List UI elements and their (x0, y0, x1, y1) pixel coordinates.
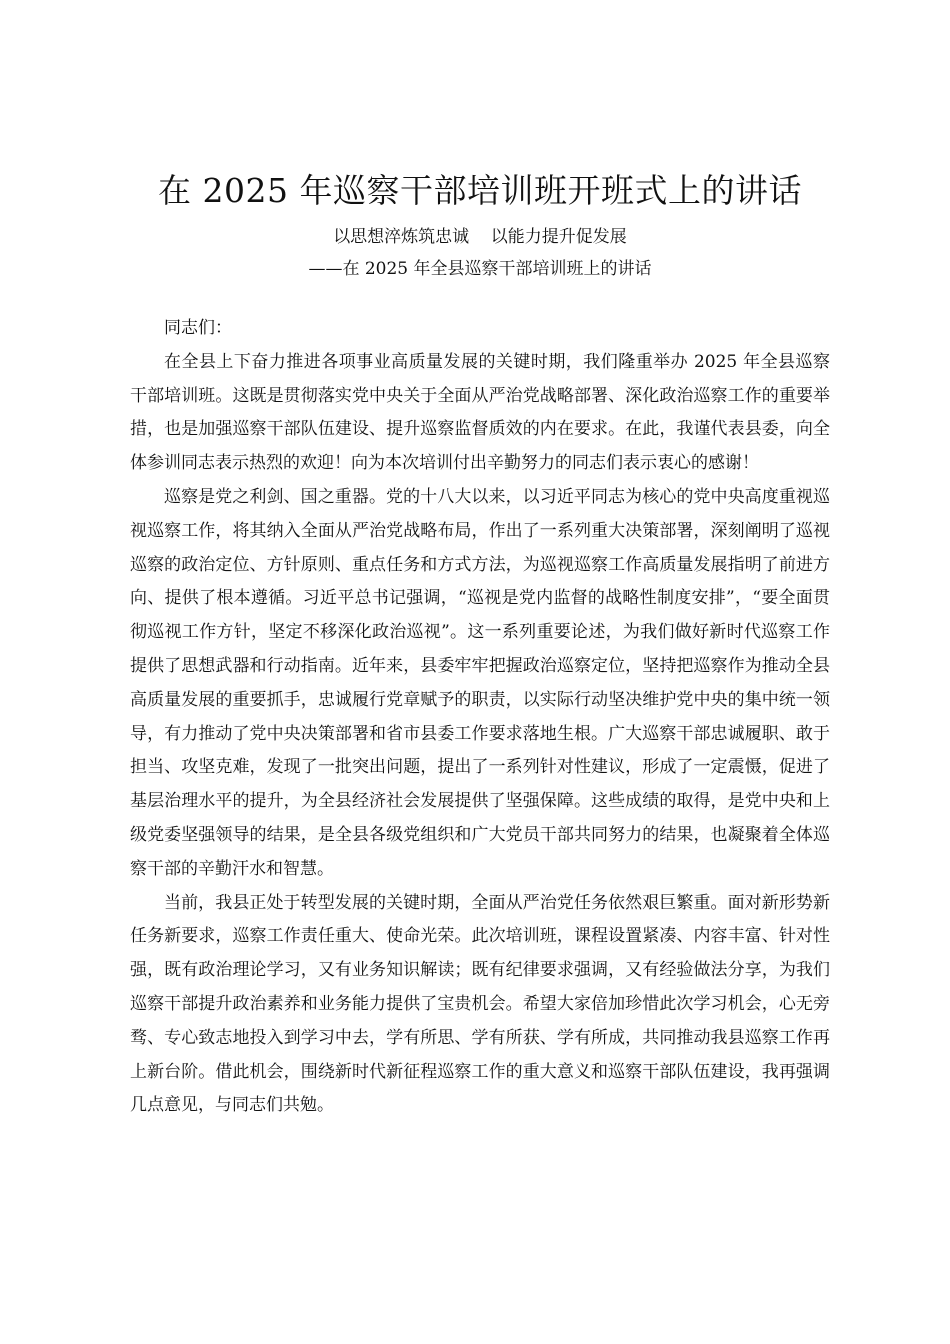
paragraph-2: 巡察是党之利剑、国之重器。党的十八大以来，以习近平同志为核心的党中央高度重视巡视巡察工作，将其纳入全面从严治党战略布局，作出了一系列重大决策部署，深刻阐明了巡视巡察的政治定位、方针原则、重点任务和方式方法，为巡视巡察工作高质量发展指明了前进方向、提供了根本遵循。习近平总书记强调，“巡视是党内监督的战略性制度安排”，“要全面贯彻巡视工作方针，坚定不移深化政治巡视”。这一系列重要论述，为我们做好新时代巡察工作提供了思想武器和行动指南。近年来，县委牢牢把握政治巡察定位，坚持把巡察作为推动全县高质量发展的重要抓手，忠诚履行党章赋予的职责，以实际行动坚决维护党中央的集中统一领导，有力推动了党中央决策部署和省市县委工作要求落地生根。广大巡察干部忠诚履职、敢于担当、攻坚克难，发现了一批突出问题，提出了一系列针对性建议，形成了一定震慑，促进了基层治理水平的提升，为全县经济社会发展提供了坚强保障。这些成绩的取得，是党中央和上级党委坚强领导的结果，是全县各级党组织和广大党员干部共同努力的结果，也凝聚着全体巡察干部的辛勤汗水和智慧。 (130, 486, 830, 879)
paragraph-1: 在全县上下奋力推进各项事业高质量发展的关键时期，我们隆重举办 2025 年全县巡察干部培训班。这既是贯彻落实党中央关于全面从严治党战略部署、深化政治巡察工作的重要举措，也是加强巡察干部队伍建设、提升巡察监督质效的内在要求。在此，我谨代表县委，向全体参训同志表示热烈的欢迎！向为本次培训付出辛勤努力的同志们表示衷心的感谢！ (130, 351, 830, 474)
document-subtitle: 以思想淬炼筑忠诚 以能力提升促发展 (333, 227, 627, 247)
document-subtitle-occasion: ——在 2025 年全县巡察干部培训班上的讲话 (308, 259, 652, 279)
salutation: 同志们： (164, 318, 232, 338)
document-title: 在 2025 年巡察干部培训班开班式上的讲话 (158, 171, 802, 210)
paragraph-3: 当前，我县正处于转型发展的关键时期，全面从严治党任务依然艰巨繁重。面对新形势新任务新要求，巡察工作责任重大、使命光荣。此次培训班，课程设置紧凑、内容丰富、针对性强，既有政治理论学习，又有业务知识解读；既有纪律要求强调，又有经验做法分享，为我们巡察干部提升政治素养和业务能力提供了宝贵机会。希望大家倍加珍惜此次学习机会，心无旁骛、专心致志地投入到学习中去，学有所思、学有所获、学有所成，共同推动我县巡察工作再上新台阶。借此机会，围绕新时代新征程巡察工作的重大意义和巡察干部队伍建设，我再强调几点意见，与同志们共勉。 (130, 892, 830, 1116)
document-body (130, 312, 830, 1123)
document-page (130, 0, 830, 1344)
